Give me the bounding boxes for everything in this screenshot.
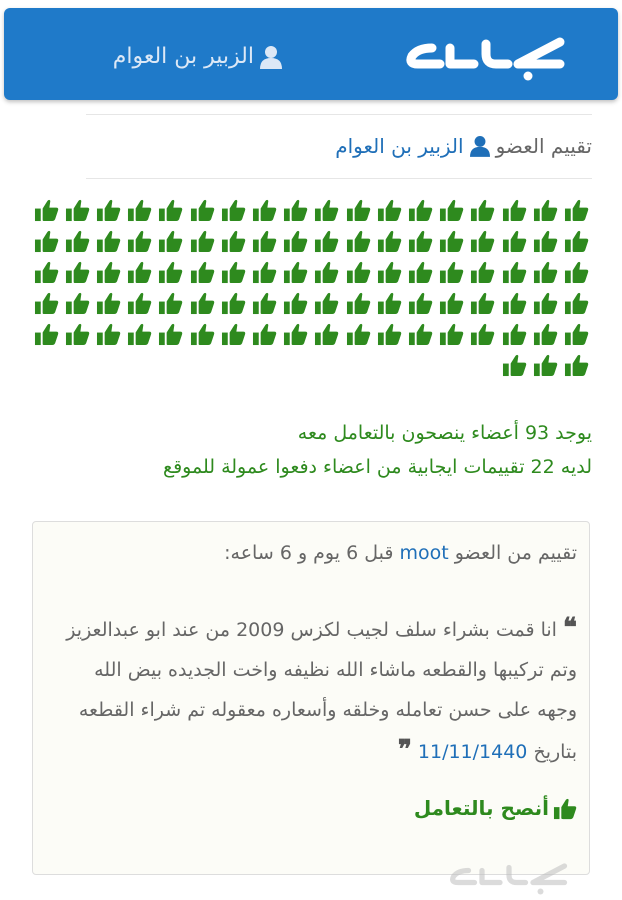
review-date: 11/11/1440: [417, 741, 528, 763]
thumbs-up-icon: [249, 320, 280, 348]
thumbs-up-icon: [467, 289, 498, 317]
user-icon: [470, 135, 490, 157]
review-time: قبل 6 يوم و 6 ساعه:: [224, 542, 394, 564]
thumbs-up-icon: [343, 227, 374, 255]
rating-header-label: تقييم العضو: [495, 134, 592, 158]
thumbs-up-icon: [93, 196, 124, 224]
thumbs-up-icon: [405, 289, 436, 317]
thumbs-up-icon: [343, 289, 374, 317]
header-username-link[interactable]: [113, 44, 282, 69]
thumbs-up-icon: [218, 258, 249, 286]
thumbs-up-icon: [498, 289, 529, 317]
member-name-link[interactable]: الزبير بن العوام: [335, 134, 464, 158]
thumbs-up-icon: [343, 196, 374, 224]
thumbs-up-icon: [561, 258, 592, 286]
thumbs-up-icon: [467, 320, 498, 348]
thumbs-up-icon: [405, 258, 436, 286]
thumbs-up-icon: [155, 258, 186, 286]
thumbs-up-icon: [155, 196, 186, 224]
thumbs-up-icon: [530, 196, 561, 224]
thumbs-up-icon: [561, 196, 592, 224]
thumbs-up-icon: [280, 289, 311, 317]
thumbs-up-icon: [218, 320, 249, 348]
thumbs-up-icon: [93, 320, 124, 348]
thumbs-up-icon: [31, 289, 62, 317]
thumbs-up-icon: [249, 196, 280, 224]
thumbs-up-icon: [530, 289, 561, 317]
thumbs-up-icon: [498, 320, 529, 348]
thumbs-up-icon: [561, 289, 592, 317]
review-header-label: تقييم من العضو: [454, 542, 577, 564]
review-text: انا قمت بشراء سلف لجيب لكزس 2009 من عند ابو عبدالعزيز وتم تركيبها والقطعه ماشاء الله نظيفه واخت الجديده بيض الله وجهه على حسن تعامله وخلقه وأسعاره معقوله تم شراء القطعه بتاريخ: [66, 619, 577, 763]
header-bar: [4, 8, 618, 100]
thumbs-up-icon: [311, 320, 342, 348]
thumbs-up-icon: [280, 227, 311, 255]
thumbs-up-icon: [436, 258, 467, 286]
thumbs-up-icon: [343, 258, 374, 286]
thumbs-up-icon: [93, 289, 124, 317]
quote-open-icon: ❝: [563, 613, 577, 643]
thumbs-up-icon: [467, 258, 498, 286]
review-body: [57, 608, 577, 772]
thumbs-up-icon: [498, 258, 529, 286]
thumbs-up-icon: [187, 196, 218, 224]
thumbs-up-icon: [405, 196, 436, 224]
thumbs-up-icon: [62, 258, 93, 286]
haraj-logo[interactable]: [400, 34, 572, 82]
thumbs-up-icon: [436, 196, 467, 224]
thumbs-up-icon: [218, 227, 249, 255]
thumbs-up-icon: [374, 289, 405, 317]
thumbs-up-icon: [374, 258, 405, 286]
thumbs-up-icon: [561, 320, 592, 348]
positive-ratings-text: لديه 22 تقييمات ايجابية من اعضاء دفعوا عمولة للموقع: [162, 456, 592, 478]
thumbs-up-icon: [561, 351, 592, 379]
thumbs-up-icon: [374, 196, 405, 224]
review-header: [224, 542, 577, 564]
thumbs-up-icon: [187, 258, 218, 286]
recommend-count-text: يوجد 93 أعضاء ينصحون بالتعامل معه: [297, 422, 592, 444]
divider: [86, 114, 592, 115]
thumbs-up-icon: [187, 320, 218, 348]
user-icon: [260, 45, 282, 69]
thumbs-up-icon: [311, 258, 342, 286]
thumbs-up-icon: [467, 196, 498, 224]
thumbs-up-icon: [187, 227, 218, 255]
haraj-watermark: [428, 860, 590, 896]
header-username: الزبير بن العوام: [112, 44, 254, 69]
thumbs-up-icon: [374, 227, 405, 255]
thumbs-up-icon: [62, 196, 93, 224]
thumbs-up-grid: [30, 196, 592, 379]
thumbs-up-icon: [31, 227, 62, 255]
thumbs-up-icon: [155, 227, 186, 255]
review-card: [32, 521, 590, 875]
quote-close-icon: ❞: [397, 735, 412, 765]
thumbs-up-icon: [62, 289, 93, 317]
reviewer-name-link[interactable]: moot: [399, 542, 449, 564]
thumbs-up-icon: [467, 227, 498, 255]
thumbs-up-icon: [280, 258, 311, 286]
thumbs-up-icon: [249, 289, 280, 317]
thumbs-up-icon: [31, 196, 62, 224]
thumbs-up-icon: [436, 227, 467, 255]
thumbs-up-icon: [62, 227, 93, 255]
thumbs-up-icon: [343, 320, 374, 348]
divider: [86, 178, 592, 179]
thumbs-up-icon: [280, 320, 311, 348]
rating-header: [335, 134, 592, 158]
thumbs-up-icon: [218, 196, 249, 224]
thumbs-up-icon: [155, 320, 186, 348]
thumbs-up-icon: [124, 289, 155, 317]
thumbs-up-icon: [311, 196, 342, 224]
thumbs-up-icon: [93, 227, 124, 255]
recommend-badge: [414, 796, 577, 820]
recommend-label: أنصح بالتعامل: [413, 796, 549, 820]
thumbs-up-icon: [124, 227, 155, 255]
thumbs-up-icon: [249, 227, 280, 255]
thumbs-up-icon: [311, 289, 342, 317]
thumbs-up-icon: [124, 196, 155, 224]
thumbs-up-icon: [374, 320, 405, 348]
thumbs-up-icon: [187, 289, 218, 317]
thumbs-up-icon: [249, 258, 280, 286]
thumbs-up-icon: [530, 227, 561, 255]
thumbs-up-icon: [155, 289, 186, 317]
thumbs-up-icon: [530, 351, 561, 379]
thumbs-up-icon: [31, 320, 62, 348]
thumbs-up-icon: [436, 320, 467, 348]
thumbs-up-icon: [530, 320, 561, 348]
thumbs-up-icon: [31, 258, 62, 286]
thumbs-up-icon: [436, 289, 467, 317]
thumbs-up-icon: [498, 196, 529, 224]
thumbs-up-icon: [498, 227, 529, 255]
thumbs-up-icon: [561, 227, 592, 255]
thumbs-up-icon: [280, 196, 311, 224]
thumbs-up-icon: [62, 320, 93, 348]
thumbs-up-icon: [93, 258, 124, 286]
thumbs-up-icon: [311, 227, 342, 255]
thumbs-up-icon: [553, 797, 577, 820]
thumbs-up-icon: [405, 227, 436, 255]
thumbs-up-icon: [124, 320, 155, 348]
thumbs-up-icon: [124, 258, 155, 286]
thumbs-up-icon: [405, 320, 436, 348]
thumbs-up-icon: [530, 258, 561, 286]
thumbs-up-icon: [218, 289, 249, 317]
thumbs-up-icon: [498, 351, 529, 379]
